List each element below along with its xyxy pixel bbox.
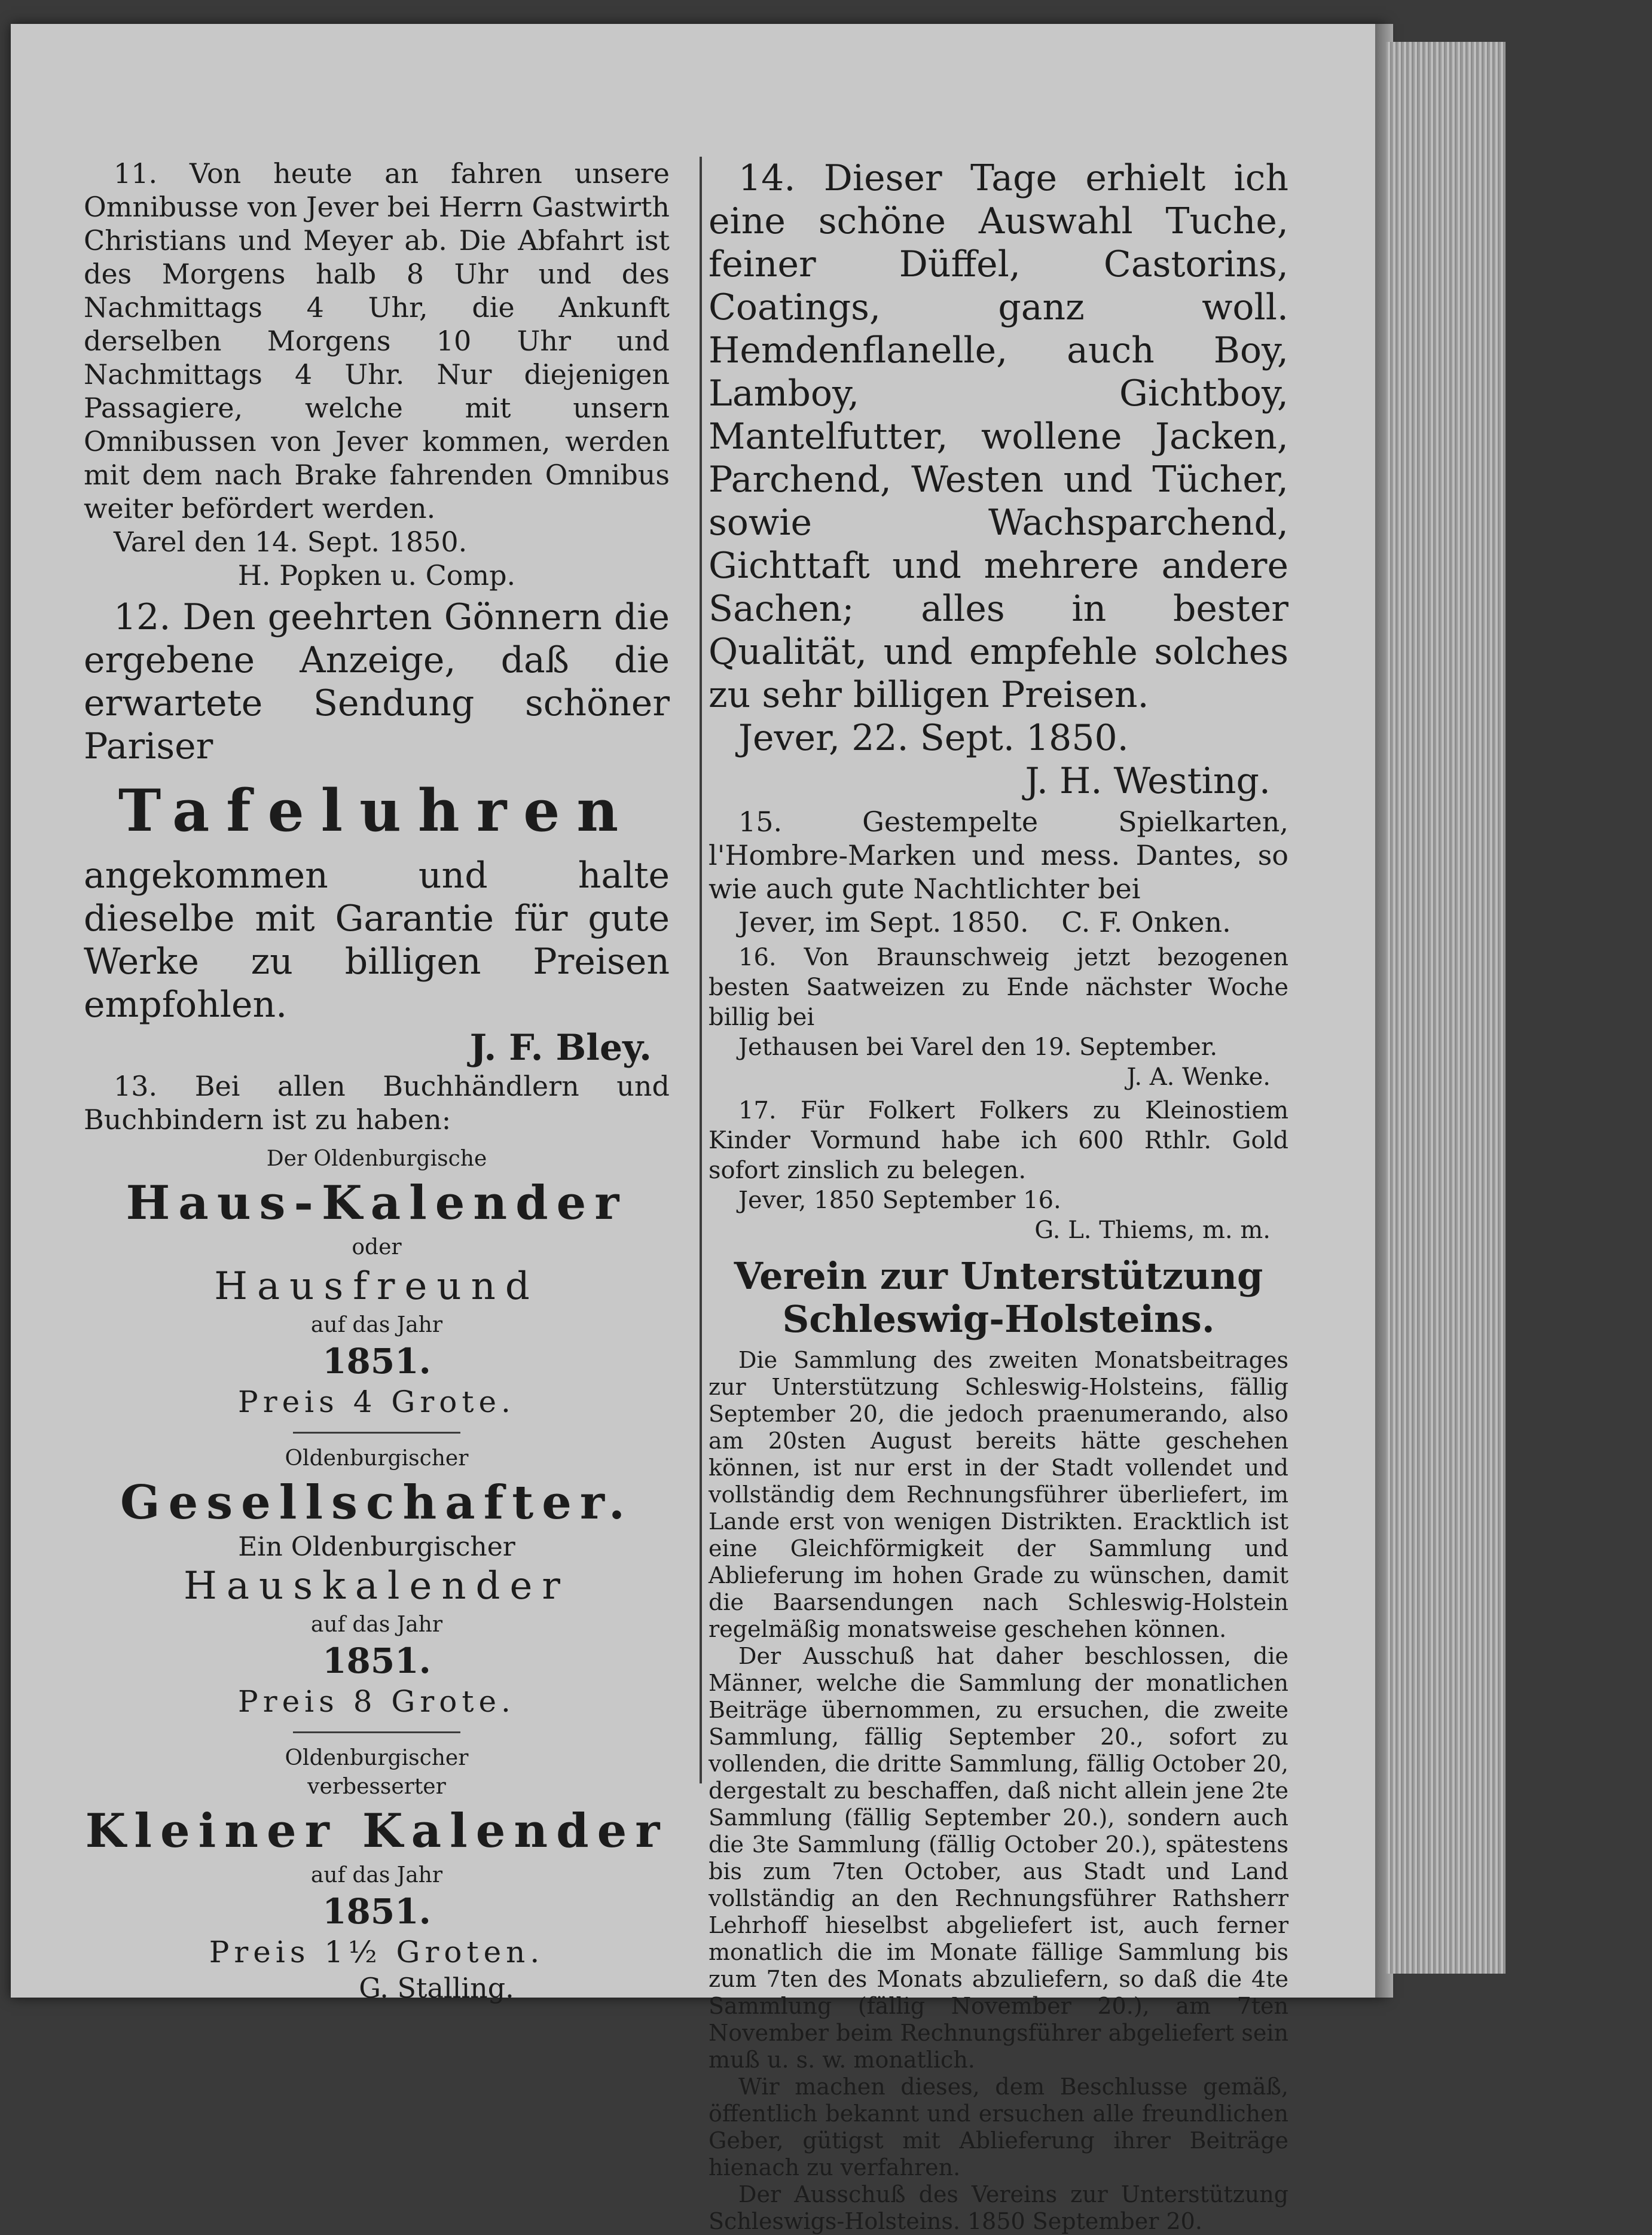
kalender1-year: 1851. (322, 1341, 431, 1382)
ad-11 (84, 157, 670, 592)
ad-16-signature: J. A. Wenke. (1126, 1063, 1271, 1091)
ad-17-text: 17. Für Folkert Folkers zu Kleinostiem Kinder Vormund habe ich 600 Rthlr. Gold sofort zinslich zu belegen. (709, 1097, 1288, 1184)
kalender3-pre1: Oldenburgischer (285, 1746, 469, 1770)
kalender2-price: Preis 8 Grote. (238, 1684, 515, 1719)
ad-12-signature: J. F. Bley. (469, 1027, 652, 1069)
ad-17-signature: G. L. Thiems, m. m. (1034, 1216, 1271, 1244)
verein-paragraph-3: Wir machen dieses, dem Beschlusse gemäß, öffentlich bekannt und ersuchen alle freundlichen Geber, gütigst mit Ablieferung ihrer Beiträge hienach zu verfahren. (709, 2074, 1288, 2181)
kalender1-title: Haus-Kalender (126, 1176, 628, 1230)
kalender2-sub2: Hauskalender (184, 1564, 570, 1608)
ad-15-text: 15. Gestempelte Spielkarten, l'Hombre-Marken und mess. Dantes, so wie auch gute Nachtlichter bei (709, 806, 1288, 905)
ad-11-place-date: Varel den 14. Sept. 1850. (114, 526, 468, 558)
kalender2-sub1: Ein Oldenburgischer (238, 1532, 515, 1562)
kalender1-price: Preis 4 Grote. (238, 1385, 515, 1419)
ad-16-text: 16. Von Braunschweig jetzt bezogenen besten Saatweizen zu Ende nächster Woche billig bei (709, 944, 1288, 1031)
ad-12-text-after: angekommen und halte dieselbe mit Garantie für gute Werke zu billigen Preisen empfohlen. (84, 855, 670, 1026)
verein-paragraph-1: Die Sammlung des zweiten Monatsbeitrages zur Unterstützung Schleswig-Holsteins, fällig September 20, die jedoch praenumerando, also am 20sten August bereits hätte geschehen können, ist nur erst in der Stadt vollendet und vollständig dem Rechnungsführer überliefert, im Lande erst von wenigen Distrikten. Eracktlich ist eine Gleichförmigkeit der Sammlung und Ablieferung im hohen Grade zu wünschen, damit die Baarsendungen nach Schleswig-Holstein regelmäßig monatsweise geschehen können. (709, 1347, 1288, 1642)
ad-15-signature: C. F. Onken. (1061, 906, 1231, 938)
ad-14 (709, 157, 1288, 803)
ad-14-text: 14. Dieser Tage erhielt ich eine schöne Auswahl Tuche, feiner Düffel, Castorins, Coatings, ganz woll. Hemdenflanelle, auch Boy, Lamboy, Gichtboy, Mantelfutter, wollene Jacken, Parchend, Westen und Tücher, sowie Wachsparchend, Gichttaft und mehrere andere Sachen; alles in bester Qualität, und empfehle solches zu sehr billigen Preisen. (709, 157, 1288, 716)
ad-15 (709, 805, 1288, 939)
ad-12-text: 12. Den geehrten Gönnern die ergebene Anzeige, daß die erwartete Sendung schöner Pariser (84, 596, 670, 767)
kalender2-auf: auf das Jahr (310, 1612, 443, 1637)
book-page-edges (1386, 42, 1506, 1974)
kalender3-price: Preis 1½ Groten. (209, 1935, 545, 1969)
kalender3-title: Kleiner Kalender (85, 1804, 668, 1858)
kalender2-title: Gesellschafter. (120, 1475, 633, 1530)
ad-16 (709, 943, 1288, 1092)
kalender1-subtitle: Hausfreund (214, 1264, 539, 1309)
separator-rule (293, 1432, 460, 1434)
ad-12 (84, 596, 670, 1069)
column-divider (700, 157, 702, 1783)
right-column (709, 157, 1288, 2235)
kalender2-pre: Oldenburgischer (285, 1446, 469, 1471)
kalender1-oder: oder (352, 1235, 402, 1260)
left-column (84, 157, 670, 2005)
ad-14-place-date: Jever, 22. Sept. 1850. (738, 717, 1129, 759)
kalender1-auf: auf das Jahr (310, 1313, 443, 1337)
ad-14-signature: J. H. Westing. (1025, 760, 1271, 802)
verein-notice (709, 1255, 1288, 2235)
ad-13-signature: G. Stalling. (359, 1972, 514, 2004)
verein-paragraph-4: Der Ausschuß des Vereins zur Unterstützung Schleswigs-Holsteins. 1850 September 20. (709, 2181, 1288, 2234)
verein-heading: Verein zur Unterstützung Schleswig-Holsteins. (734, 1254, 1263, 1341)
ad-15-place-date (709, 905, 1288, 939)
ad-11-signature: H. Popken u. Comp. (237, 559, 516, 591)
kalender3-auf: auf das Jahr (310, 1863, 443, 1888)
separator-rule (293, 1731, 460, 1733)
ad-17-place-date: Jever, 1850 September 16. (738, 1187, 1061, 1214)
kalender3-year: 1851. (322, 1891, 431, 1932)
ad-13 (84, 1069, 670, 2005)
ad-11-text: 11. Von heute an fahren unsere Omnibusse von Jever bei Herrn Gastwirth Christians und Meyer ab. Die Abfahrt ist des Morgens halb 8 Uhr und des Nachmittags 4 Uhr, die Ankunft derselben Morgens 10 Uhr und Nachmittags 4 Uhr. Nur diejenigen Passagiere, welche mit unsern Omnibussen von Jever kommen, werden mit dem nach Brake fahrenden Omnibus weiter befördert werden. (84, 157, 670, 525)
ad-13-text: 13. Bei allen Buchhändlern und Buchbindern ist zu haben: (84, 1070, 670, 1136)
ad-16-place-date: Jethausen bei Varel den 19. September. (738, 1033, 1218, 1061)
kalender2-year: 1851. (322, 1641, 431, 1681)
kalender1-pre: Der Oldenburgische (266, 1147, 487, 1171)
kalender3-pre2: verbesserter (307, 1774, 446, 1799)
ad-15-date: Jever, im Sept. 1850. (738, 906, 1029, 938)
verein-paragraph-2: Der Ausschuß hat daher beschlossen, die Männer, welche die Sammlung der monatlichen Beiträge übernommen, zu ersuchen, die zweite Sammlung, fällig September 20., sofort zu vollenden, die dritte Sammlung, fällig October 20, dergestalt zu beschaffen, daß nicht allein jene 2te Sammlung (fällig September 20.), sondern auch die 3te Sammlung (fällig October 20.), spätestens bis zum 7ten October, aus Stadt und Land vollständig an den Rechnungsführer Rathsherr Lehrhoff hieselbst abgeliefert ist, auch ferner monatlich die im Monate fällige Sammlung bis zum 7ten des Monats abzuliefern, so daß die 4te Sammlung (fällig November 20.), am 7ten November beim Rechnungsführer abgeliefert sein muß u. s. w. monatlich. (709, 1643, 1288, 2073)
ad-12-headline: Tafeluhren (118, 777, 636, 844)
ad-17 (709, 1096, 1288, 1245)
